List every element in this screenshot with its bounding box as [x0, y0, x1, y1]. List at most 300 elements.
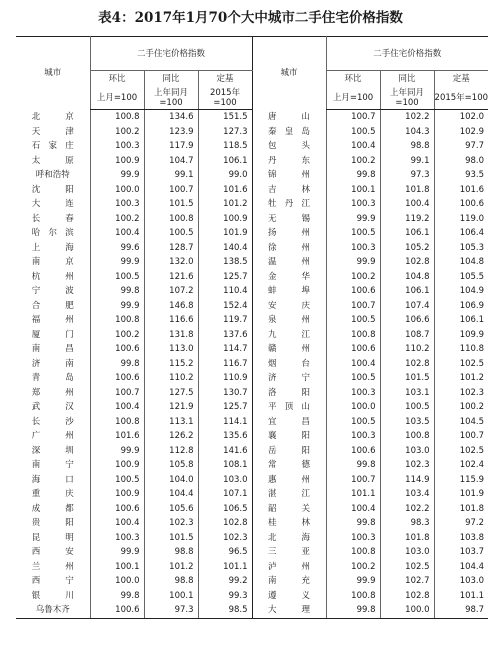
right-city-cell	[252, 531, 326, 546]
right-mom-cell: 100.2	[326, 560, 380, 575]
left-mom-cell: 100.9	[90, 458, 144, 473]
left-mom-cell: 101.6	[90, 429, 144, 444]
right-base-cell: 103.0	[434, 574, 488, 589]
left-city-cell	[16, 125, 90, 140]
table-row	[16, 444, 488, 459]
right-city-name: 秦皇岛	[268, 126, 311, 137]
left-city-cell	[16, 444, 90, 459]
right-city-cell	[252, 415, 326, 430]
left-yoy-cell: 105.6	[144, 502, 198, 517]
left-mom-cell: 99.6	[90, 241, 144, 256]
right-city-cell	[252, 313, 326, 328]
right-city-name: 岳 阳	[268, 445, 311, 456]
left-mom-cell: 100.0	[90, 574, 144, 589]
left-city-cell	[16, 197, 90, 212]
right-city-cell	[252, 284, 326, 299]
right-city-name: 温 州	[268, 257, 311, 267]
right-city-name: 宜 昌	[268, 416, 311, 427]
left-base-cell: 100.9	[198, 212, 252, 227]
right-base-cell: 97.2	[434, 516, 488, 531]
left-base-cell: 106.5	[198, 502, 252, 517]
right-mom-cell: 100.3	[326, 531, 380, 546]
table-row	[16, 125, 488, 140]
right-yoy-cell: 100.4	[380, 197, 434, 212]
table-row	[16, 328, 488, 343]
right-city-name: 蚌 埠	[268, 286, 311, 296]
right-base-cell: 104.9	[434, 284, 488, 299]
right-yoy-cell: 107.4	[380, 299, 434, 314]
right-mom-cell: 100.6	[326, 284, 380, 299]
right-city-cell	[252, 603, 326, 618]
left-mom-cell: 99.8	[90, 589, 144, 604]
left-base-cell: 99.0	[198, 168, 252, 183]
left-city-name: 银 川	[31, 590, 74, 601]
right-mom-base: 上月=100	[326, 87, 380, 110]
left-yoy-cell: 112.8	[144, 444, 198, 459]
left-base-cell: 101.2	[198, 197, 252, 212]
right-city-cell	[252, 328, 326, 343]
left-city-name: 乌鲁木齐	[35, 605, 70, 615]
right-base-cell: 101.1	[434, 589, 488, 604]
right-mom-cell: 100.4	[326, 357, 380, 372]
right-city-name: 安 庆	[268, 300, 311, 311]
right-mom-cell: 99.8	[326, 168, 380, 183]
left-base-cell: 152.4	[198, 299, 252, 314]
right-mom-cell: 100.5	[326, 125, 380, 140]
left-mom-base: 上月=100	[90, 87, 144, 110]
right-base-cell: 104.8	[434, 255, 488, 270]
right-yoy-cell: 108.7	[380, 328, 434, 343]
left-city-name: 南 昌	[31, 344, 74, 354]
right-city-cell	[252, 574, 326, 589]
right-mom-cell: 100.5	[326, 226, 380, 241]
left-city-name: 青 岛	[31, 373, 74, 383]
left-yoy-cell: 105.8	[144, 458, 198, 473]
right-city-name: 锦 州	[268, 170, 311, 180]
right-base-cell: 102.5	[434, 444, 488, 459]
left-city-cell	[16, 357, 90, 372]
right-mom-cell: 100.6	[326, 342, 380, 357]
right-mom-cell: 101.1	[326, 487, 380, 502]
left-mom-cell: 100.5	[90, 270, 144, 285]
right-city-name: 吉 林	[268, 184, 311, 195]
right-base-cell: 106.9	[434, 299, 488, 314]
right-base-header: 定基	[434, 71, 488, 88]
right-city-cell	[252, 444, 326, 459]
table-row	[16, 400, 488, 415]
right-yoy-cell: 106.1	[380, 284, 434, 299]
left-base-cell: 107.1	[198, 487, 252, 502]
right-base-cell: 98.7	[434, 603, 488, 618]
left-city-cell	[16, 270, 90, 285]
left-yoy-cell: 127.5	[144, 386, 198, 401]
left-city-name: 长 春	[31, 213, 74, 224]
price-index-table	[16, 36, 488, 619]
left-mom-cell: 100.4	[90, 400, 144, 415]
left-city-name: 合 肥	[31, 300, 74, 311]
left-base-cell: 106.1	[198, 154, 252, 169]
right-base-cell: 105.3	[434, 241, 488, 256]
right-mom-cell: 99.8	[326, 516, 380, 531]
left-city-cell	[16, 415, 90, 430]
right-base-cell: 100.6	[434, 197, 488, 212]
left-base-cell: 127.3	[198, 125, 252, 140]
left-yoy-cell: 100.7	[144, 183, 198, 198]
left-base-cell: 125.7	[198, 270, 252, 285]
left-yoy-base: 上年同月=100	[144, 87, 198, 110]
right-yoy-cell: 104.8	[380, 270, 434, 285]
right-city-name: 丹 东	[268, 155, 311, 166]
left-base-cell: 114.1	[198, 415, 252, 430]
left-yoy-cell: 113.0	[144, 342, 198, 357]
left-mom-cell: 100.6	[90, 502, 144, 517]
right-yoy-cell: 99.1	[380, 154, 434, 169]
right-city-name: 韶 关	[268, 503, 311, 514]
right-mom-cell: 100.7	[326, 299, 380, 314]
left-city-cell	[16, 429, 90, 444]
left-city-cell	[16, 531, 90, 546]
table-row	[16, 183, 488, 198]
right-city-name: 泉 州	[268, 315, 311, 325]
left-city-cell	[16, 502, 90, 517]
left-city-cell	[16, 516, 90, 531]
left-mom-cell: 100.7	[90, 386, 144, 401]
left-city-name: 福 州	[31, 315, 74, 325]
right-base-cell: 104.4	[434, 560, 488, 575]
right-city-cell	[252, 502, 326, 517]
right-yoy-cell: 102.8	[380, 589, 434, 604]
left-yoy-cell: 101.5	[144, 197, 198, 212]
table-row	[16, 168, 488, 183]
right-city-name: 九 江	[268, 329, 311, 340]
left-mom-cell: 99.8	[90, 284, 144, 299]
left-base-cell: 110.4	[198, 284, 252, 299]
left-city-name: 兰 州	[31, 561, 74, 572]
left-mom-cell: 100.4	[90, 226, 144, 241]
right-city-cell	[252, 255, 326, 270]
right-mom-cell: 100.5	[326, 371, 380, 386]
left-city-cell	[16, 284, 90, 299]
left-city-cell	[16, 328, 90, 343]
right-base-cell: 105.5	[434, 270, 488, 285]
table-row	[16, 458, 488, 473]
right-city-name: 平顶山	[268, 402, 311, 412]
right-yoy-cell: 102.2	[380, 110, 434, 125]
left-city-name: 宁 波	[31, 286, 74, 296]
right-mom-cell: 100.8	[326, 589, 380, 604]
left-city-cell	[16, 168, 90, 183]
right-yoy-cell: 103.5	[380, 415, 434, 430]
right-mom-cell: 99.9	[326, 255, 380, 270]
left-mom-cell: 100.4	[90, 516, 144, 531]
left-base-cell: 125.7	[198, 400, 252, 415]
right-yoy-base: 上年同月=100	[380, 87, 434, 110]
right-yoy-cell: 97.3	[380, 168, 434, 183]
left-base-cell: 140.4	[198, 241, 252, 256]
right-city-cell	[252, 458, 326, 473]
right-base-cell: 97.7	[434, 139, 488, 154]
right-base-cell: 104.5	[434, 415, 488, 430]
right-city-cell	[252, 342, 326, 357]
left-yoy-cell: 116.6	[144, 313, 198, 328]
table-row	[16, 284, 488, 299]
left-yoy-cell: 121.9	[144, 400, 198, 415]
right-yoy-cell: 110.2	[380, 342, 434, 357]
left-city-name: 上 海	[31, 242, 74, 253]
left-base-cell: 141.6	[198, 444, 252, 459]
right-mom-cell: 100.4	[326, 139, 380, 154]
right-city-cell	[252, 357, 326, 372]
right-city-cell	[252, 110, 326, 125]
left-mom-cell: 100.6	[90, 603, 144, 618]
right-yoy-cell: 101.5	[380, 371, 434, 386]
left-city-name: 呼和浩特	[35, 170, 70, 180]
left-mom-cell: 100.6	[90, 371, 144, 386]
left-city-cell	[16, 183, 90, 198]
right-city-name: 包 头	[268, 141, 311, 151]
left-yoy-cell: 104.4	[144, 487, 198, 502]
right-yoy-cell: 100.8	[380, 429, 434, 444]
left-yoy-cell: 99.1	[144, 168, 198, 183]
left-base-cell: 137.6	[198, 328, 252, 343]
table-row	[16, 531, 488, 546]
right-city-cell	[252, 545, 326, 560]
right-city-name: 常 德	[268, 460, 311, 470]
left-base-cell: 99.3	[198, 589, 252, 604]
left-group-header: 二手住宅价格指数	[90, 37, 252, 71]
right-yoy-cell: 103.4	[380, 487, 434, 502]
table-row	[16, 473, 488, 488]
left-yoy-cell: 107.2	[144, 284, 198, 299]
right-base-cell: 103.8	[434, 531, 488, 546]
left-city-cell	[16, 560, 90, 575]
left-city-cell	[16, 226, 90, 241]
right-city-cell	[252, 241, 326, 256]
left-yoy-cell: 98.8	[144, 574, 198, 589]
right-city-cell	[252, 487, 326, 502]
table-row	[16, 270, 488, 285]
right-mom-cell: 100.3	[326, 429, 380, 444]
right-yoy-cell: 98.8	[380, 139, 434, 154]
right-city-name: 烟 台	[268, 358, 311, 369]
right-base-cell: 93.5	[434, 168, 488, 183]
right-yoy-cell: 104.3	[380, 125, 434, 140]
right-city-cell	[252, 429, 326, 444]
left-mom-header: 环比	[90, 71, 144, 88]
left-city-name: 重 庆	[31, 489, 74, 499]
left-city-cell	[16, 154, 90, 169]
left-yoy-cell: 117.9	[144, 139, 198, 154]
table-row	[16, 429, 488, 444]
right-city-cell	[252, 154, 326, 169]
right-mom-header: 环比	[326, 71, 380, 88]
left-mom-cell: 100.3	[90, 139, 144, 154]
right-base-cell: 106.1	[434, 313, 488, 328]
right-city-name: 徐 州	[268, 242, 311, 253]
right-yoy-cell: 102.5	[380, 560, 434, 575]
left-city-cell	[16, 110, 90, 125]
left-city-cell	[16, 545, 90, 560]
right-city-cell	[252, 270, 326, 285]
right-yoy-cell: 103.0	[380, 444, 434, 459]
left-yoy-cell: 131.8	[144, 328, 198, 343]
right-base-cell: 101.2	[434, 371, 488, 386]
left-city-cell	[16, 487, 90, 502]
left-city-cell	[16, 241, 90, 256]
right-city-name: 无 锡	[268, 213, 311, 224]
left-base-cell: 103.0	[198, 473, 252, 488]
table-row	[16, 139, 488, 154]
right-base-cell: 102.9	[434, 125, 488, 140]
left-city-name: 沈 阳	[31, 184, 74, 195]
left-city-cell	[16, 458, 90, 473]
right-city-cell	[252, 226, 326, 241]
table-row	[16, 516, 488, 531]
left-city-name: 厦 门	[31, 329, 74, 340]
left-city-name: 海 口	[31, 474, 74, 485]
left-mom-cell: 99.8	[90, 357, 144, 372]
left-city-cell	[16, 400, 90, 415]
left-city-name: 武 汉	[31, 402, 74, 412]
left-city-cell	[16, 386, 90, 401]
left-yoy-cell: 102.3	[144, 516, 198, 531]
left-city-name: 大 连	[31, 199, 74, 209]
table-row	[16, 342, 488, 357]
left-city-name: 西 安	[31, 547, 74, 557]
right-city-header: 城市	[252, 37, 326, 110]
right-yoy-cell: 98.3	[380, 516, 434, 531]
right-mom-cell: 100.1	[326, 183, 380, 198]
right-base-cell: 100.7	[434, 429, 488, 444]
left-city-name: 郑 州	[31, 387, 74, 398]
right-yoy-cell: 101.8	[380, 531, 434, 546]
left-mom-cell: 99.9	[90, 168, 144, 183]
right-city-cell	[252, 183, 326, 198]
left-city-cell	[16, 574, 90, 589]
left-mom-cell: 99.9	[90, 444, 144, 459]
right-city-name: 赣 州	[268, 344, 311, 354]
right-city-name: 泸 州	[268, 561, 311, 572]
right-mom-cell: 100.6	[326, 444, 380, 459]
left-mom-cell: 99.9	[90, 299, 144, 314]
left-yoy-cell: 100.5	[144, 226, 198, 241]
left-city-name: 贵 阳	[31, 518, 74, 528]
table-row	[16, 212, 488, 227]
left-city-cell	[16, 589, 90, 604]
left-mom-cell: 100.9	[90, 487, 144, 502]
right-yoy-cell: 102.2	[380, 502, 434, 517]
left-yoy-cell: 126.2	[144, 429, 198, 444]
table-row	[16, 502, 488, 517]
right-city-name: 济 宁	[268, 373, 311, 383]
left-city-name: 长 沙	[31, 416, 74, 427]
right-group-header: 二手住宅价格指数	[326, 37, 488, 71]
left-base-header: 定基	[198, 71, 252, 88]
right-yoy-cell: 102.8	[380, 357, 434, 372]
table-row	[16, 313, 488, 328]
left-base-cell: 118.5	[198, 139, 252, 154]
right-yoy-header: 同比	[380, 71, 434, 88]
right-yoy-cell: 119.2	[380, 212, 434, 227]
table-row	[16, 487, 488, 502]
right-mom-cell: 100.7	[326, 473, 380, 488]
right-mom-cell: 99.8	[326, 603, 380, 618]
right-fixed-base: 2015年=100	[434, 87, 488, 110]
right-city-cell	[252, 371, 326, 386]
right-mom-cell: 100.3	[326, 386, 380, 401]
right-base-cell: 115.9	[434, 473, 488, 488]
left-city-cell	[16, 603, 90, 618]
left-yoy-cell: 146.8	[144, 299, 198, 314]
left-city-name: 西 宁	[31, 576, 74, 586]
right-base-cell: 110.8	[434, 342, 488, 357]
right-city-name: 湛 江	[268, 489, 311, 499]
left-base-cell: 116.7	[198, 357, 252, 372]
right-yoy-cell: 114.9	[380, 473, 434, 488]
table-row	[16, 357, 488, 372]
left-city-cell	[16, 342, 90, 357]
right-mom-cell: 100.7	[326, 110, 380, 125]
right-yoy-cell: 101.8	[380, 183, 434, 198]
right-yoy-cell: 102.8	[380, 255, 434, 270]
left-city-cell	[16, 212, 90, 227]
right-mom-cell: 100.3	[326, 197, 380, 212]
left-yoy-header: 同比	[144, 71, 198, 88]
table-row	[16, 197, 488, 212]
left-mom-cell: 100.3	[90, 197, 144, 212]
left-base-cell: 114.7	[198, 342, 252, 357]
left-yoy-cell: 132.0	[144, 255, 198, 270]
left-city-cell	[16, 139, 90, 154]
right-yoy-cell: 102.7	[380, 574, 434, 589]
left-city-cell	[16, 299, 90, 314]
right-mom-cell: 100.2	[326, 270, 380, 285]
left-city-name: 天 津	[31, 126, 74, 137]
left-mom-cell: 100.2	[90, 328, 144, 343]
right-city-cell	[252, 516, 326, 531]
right-city-name: 遵 义	[268, 590, 311, 601]
table-row	[16, 603, 488, 618]
left-mom-cell: 100.5	[90, 473, 144, 488]
right-city-name: 北 海	[268, 532, 311, 543]
left-city-cell	[16, 371, 90, 386]
left-yoy-cell: 110.2	[144, 371, 198, 386]
table-header	[16, 37, 488, 110]
right-base-cell: 109.9	[434, 328, 488, 343]
left-base-cell: 110.9	[198, 371, 252, 386]
left-base-cell: 101.1	[198, 560, 252, 575]
left-yoy-cell: 98.8	[144, 545, 198, 560]
left-mom-cell: 100.9	[90, 154, 144, 169]
left-base-cell: 130.7	[198, 386, 252, 401]
left-mom-cell: 99.9	[90, 255, 144, 270]
table-row	[16, 589, 488, 604]
left-base-cell: 119.7	[198, 313, 252, 328]
left-mom-cell: 100.8	[90, 110, 144, 125]
left-base-cell: 98.5	[198, 603, 252, 618]
table-row	[16, 299, 488, 314]
left-base-cell: 96.5	[198, 545, 252, 560]
right-city-cell	[252, 212, 326, 227]
right-city-name: 襄 阳	[268, 431, 311, 441]
table-row	[16, 560, 488, 575]
table-row	[16, 574, 488, 589]
right-mom-cell: 99.9	[326, 212, 380, 227]
left-yoy-cell: 100.8	[144, 212, 198, 227]
left-yoy-cell: 128.7	[144, 241, 198, 256]
right-mom-cell: 100.5	[326, 313, 380, 328]
left-city-name: 昆 明	[31, 532, 74, 543]
